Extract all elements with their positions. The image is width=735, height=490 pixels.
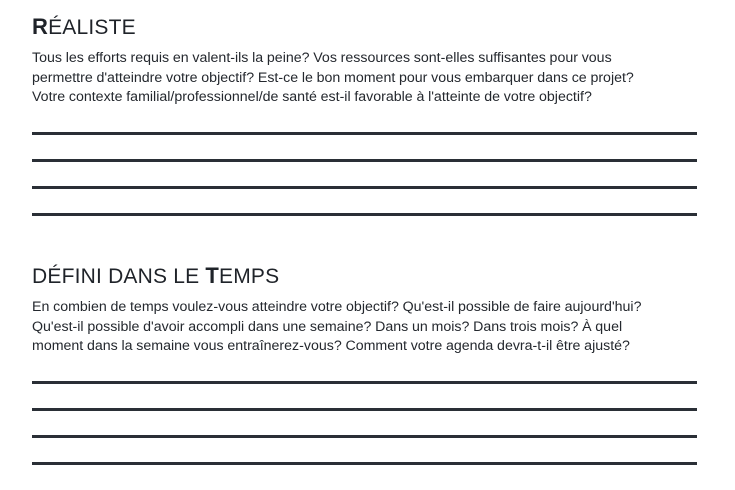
heading-initial-letter: R: [32, 14, 49, 39]
section-realiste: [32, 14, 697, 240]
answer-line[interactable]: [32, 408, 697, 411]
heading-rest: ÉALISTE: [48, 16, 136, 39]
answer-line[interactable]: [32, 462, 697, 465]
answer-line[interactable]: [32, 132, 697, 135]
answer-line[interactable]: [32, 186, 697, 189]
answer-line[interactable]: [32, 381, 697, 384]
section-heading: [32, 263, 697, 290]
section-description: En combien de temps voulez-vous atteindre votre objectif? Qu'est-il possible de faire aujourd'hui? Qu'est-il possible d'avoir accompli dans une semaine? Dans un mois? Dans trois mois? À quel moment dans la semaine vous entraînerez-vous? Comment votre agenda devra-t-il être ajusté?: [32, 299, 642, 354]
answer-lines: [32, 132, 697, 216]
answer-line[interactable]: [32, 159, 697, 162]
heading-initial-letter: T: [205, 263, 220, 288]
section-heading: [32, 14, 697, 41]
heading-rest: EMPS: [219, 265, 280, 288]
heading-prefix: DÉFINI DANS LE: [32, 265, 206, 288]
answer-line[interactable]: [32, 213, 697, 216]
section-description: Tous les efforts requis en valent-ils la peine? Vos ressources sont-elles suffisantes pour vous permettre d'atteindre votre objectif? Est-ce le bon moment pour vous embarquer dans ce projet? Votre contexte familial/professionnel/de santé est-il favorable à l'atteinte de votre objectif?: [32, 50, 634, 105]
answer-line[interactable]: [32, 435, 697, 438]
section-defini-dans-le-temps: [32, 263, 697, 489]
answer-lines: [32, 381, 697, 465]
